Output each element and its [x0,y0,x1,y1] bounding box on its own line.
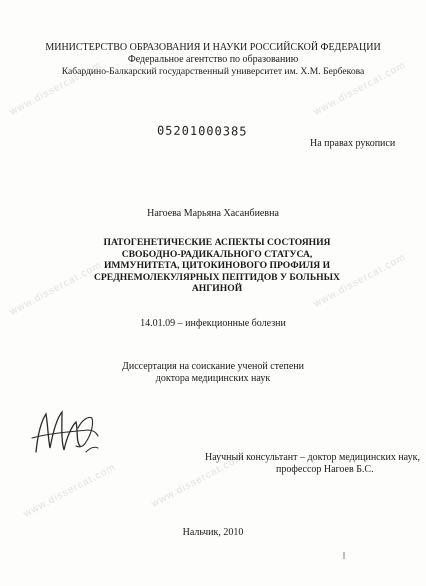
handwritten-signature [26,402,106,464]
consultant-line-2: профессор Нагоев Б.С. [276,464,374,475]
university-line: Кабардино-Балкарский государственный университет им. Х.М. Бербекова [61,66,365,77]
watermark: www.dissercat.com [8,259,104,318]
scan-artifact [343,552,345,559]
author-name: Нагоева Марьяна Хасанбиевна [147,208,279,219]
serial-number: 05201000385 [156,123,248,139]
watermark: www.dissercat.com [312,251,408,310]
manuscript-rights: На правах рукописи [310,138,396,149]
watermark: www.dissercat.com [22,461,118,520]
place-year: Нальчик, 2010 [182,527,244,538]
watermark: www.dissercat.com [150,451,246,510]
degree-line-1: Диссертация на соискание ученой степени [122,361,304,372]
specialty: 14.01.09 – инфекционные болезни [140,318,286,329]
agency-line: Федеральное агентство по образованию [127,54,299,65]
watermark: www.dissercat.com [8,59,104,118]
dissertation-title: ПАТОГЕНЕТИЧЕСКИЕ АСПЕКТЫ СОСТОЯНИЯ СВОБОДНО-РАДИКАЛЬНОГО СТАТУСА, ИММУНИТЕТА, ЦИТОКИНОВОГО ПРОФИЛЯ И СРЕДНЕМОЛЕКУЛЯРНЫХ ПЕПТИДОВ У БОЛЬНЫХ АНГИНОЙ [94,237,340,294]
degree-line-2: доктора медицинских наук [155,373,271,384]
watermark: www.dissercat.com [312,59,408,118]
ministry-line: МИНИСТЕРСТВО ОБРАЗОВАНИЯ И НАУКИ РОССИЙСКОЙ ФЕДЕРАЦИИ [45,42,381,53]
consultant-line-1: Научный консультант – доктор медицинских наук, [205,452,420,463]
